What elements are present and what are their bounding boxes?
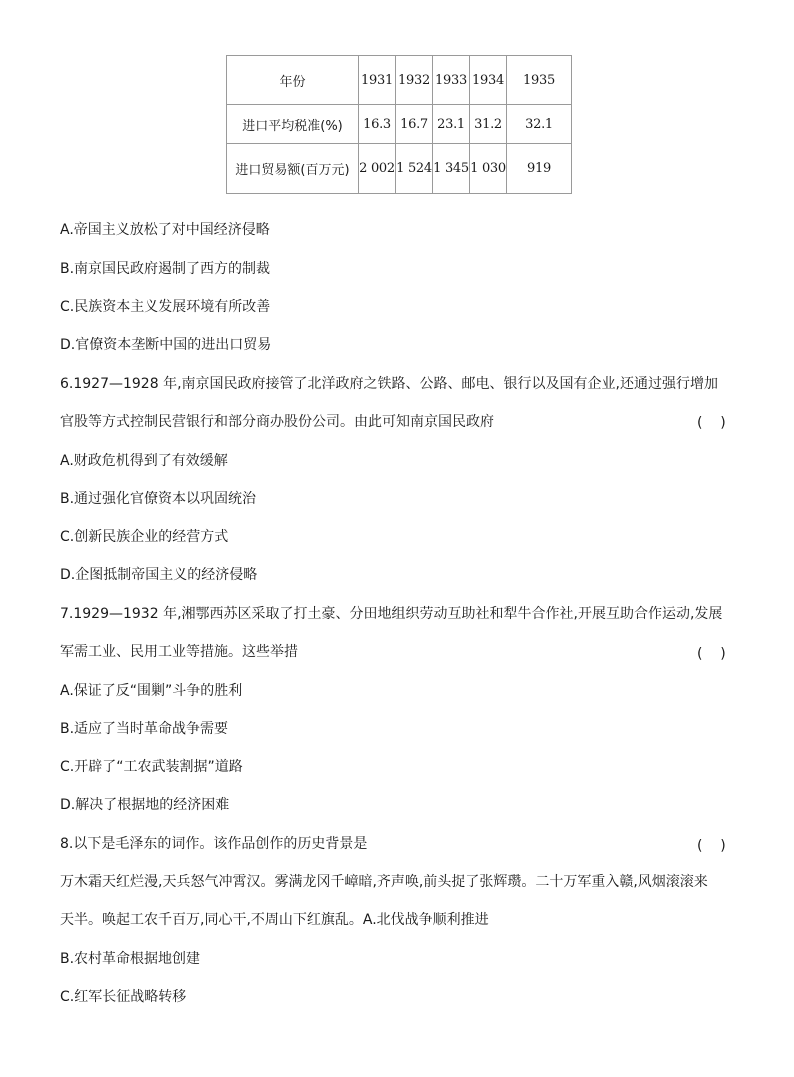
q5-option-c: C.民族资本主义发展环境有所改善 — [60, 299, 271, 315]
q8-option-c: C.红军长征战略转移 — [60, 989, 187, 1005]
q5-option-d: D.官僚资本垄断中国的进出口贸易 — [60, 337, 272, 353]
header-1935: 1935 — [507, 56, 572, 105]
q6-option-c: C.创新民族企业的经营方式 — [60, 529, 229, 545]
row-label-tariff: 进口平均税准(%) — [227, 105, 359, 144]
table-cell: 16.3 — [359, 105, 396, 144]
table-cell: 31.2 — [470, 105, 507, 144]
table-cell: 919 — [507, 144, 572, 194]
q5-option-b: B.南京国民政府遏制了西方的制裁 — [60, 261, 271, 277]
q7-answer-blank: ( ) — [697, 646, 726, 662]
q6-option-d: D.企图抵制帝国主义的经济侵略 — [60, 567, 258, 583]
q6-stem-line-2: 官股等方式控制民营银行和部分商办股份公司。由此可知南京国民政府 — [60, 414, 494, 430]
table-cell: 2 002 — [359, 144, 396, 194]
q8-stem: 8.以下是毛泽东的词作。该作品创作的历史背景是 — [60, 836, 368, 852]
header-1931: 1931 — [359, 56, 396, 105]
table-cell: 1 524 — [396, 144, 433, 194]
q8-answer-blank: ( ) — [697, 838, 726, 854]
header-1932: 1932 — [396, 56, 433, 105]
header-year: 年份 — [227, 56, 359, 105]
q8-poem-line-1: 万木霜天红烂漫,天兵怒气冲霄汉。雾满龙冈千嶂暗,齐声唤,前头捉了张辉瓒。二十万军重入赣,风烟滚滚来 — [60, 874, 708, 890]
table-cell: 1 030 — [470, 144, 507, 194]
row-label-trade: 进口贸易额(百万元) — [227, 144, 359, 194]
q7-option-a: A.保证了反“围剿”斗争的胜利 — [60, 683, 243, 699]
header-1933: 1933 — [433, 56, 470, 105]
q6-stem-line-1: 6.1927—1928 年,南京国民政府接管了北洋政府之铁路、公路、邮电、银行以及国有企业,还通过强行增加 — [60, 376, 718, 392]
q6-option-a: A.财政危机得到了有效缓解 — [60, 453, 228, 469]
q7-option-b: B.适应了当时革命战争需要 — [60, 721, 229, 737]
q6-option-b: B.通过强化官僚资本以巩固统治 — [60, 491, 257, 507]
q7-option-c: C.开辟了“工农武装割据”道路 — [60, 759, 243, 775]
q7-stem-line-1: 7.1929—1932 年,湘鄂西苏区采取了打土豪、分田地组织劳动互助社和犁牛合作社,开展互助合作运动,发展 — [60, 606, 723, 622]
q6-answer-blank: ( ) — [697, 415, 726, 431]
header-1934: 1934 — [470, 56, 507, 105]
table-cell: 1 345 — [433, 144, 470, 194]
q7-option-d: D.解决了根据地的经济困难 — [60, 797, 230, 813]
q5-option-a: A.帝国主义放松了对中国经济侵略 — [60, 222, 270, 238]
tariff-trade-table — [226, 55, 572, 194]
table-cell: 32.1 — [507, 105, 572, 144]
table-cell: 16.7 — [396, 105, 433, 144]
q7-stem-line-2: 军需工业、民用工业等措施。这些举措 — [60, 644, 298, 660]
table-cell: 23.1 — [433, 105, 470, 144]
q8-option-b: B.农村革命根据地创建 — [60, 951, 201, 967]
q8-poem-line-2: 天半。唤起工农千百万,同心干,不周山下红旗乱。A.北伐战争顺利推进 — [60, 912, 489, 928]
